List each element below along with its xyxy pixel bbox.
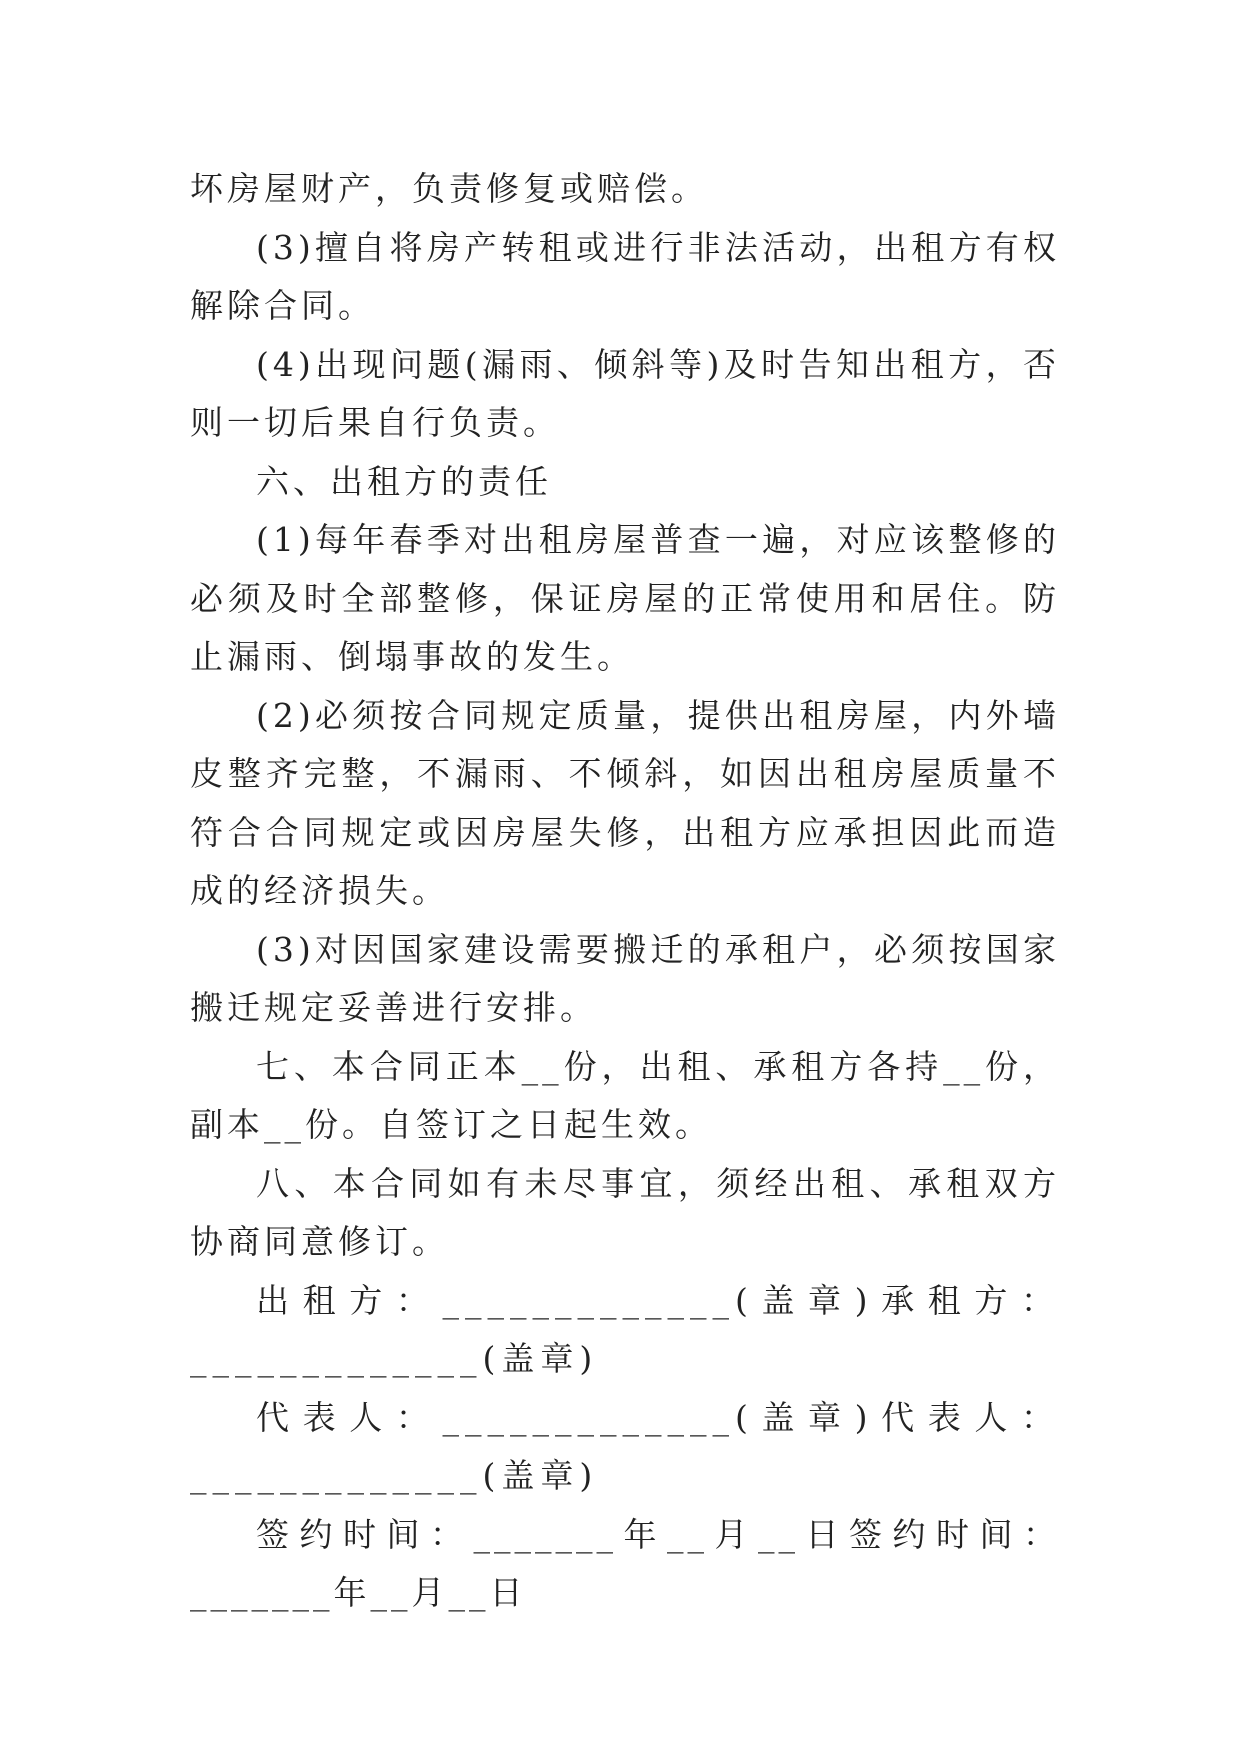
paragraph-annual-inspection: (1)每年春季对出租房屋普查一遍，对应该整修的必须及时全部整修，保证房屋的正常使用和居住。防止漏雨、倒塌事故的发生。 [190, 520, 1060, 676]
signature-line-parties: 出租方：_____________(盖章)承租方：_____________(盖章) [190, 1280, 1060, 1378]
paragraph-copies-clause: 七、本合同正本__份，出租、承租方各持__份，副本__份。自签订之日起生效。 [190, 1046, 1060, 1144]
paragraph-quality-clause: (2)必须按合同规定质量，提供出租房屋，内外墙皮整齐完整，不漏雨、不倾斜，如因出租房屋质量不符合合同规定或因房屋失修，出租方应承担因此而造成的经济损失。 [190, 695, 1060, 910]
section-heading-lessor-duties: 六、出租方的责任 [256, 461, 552, 501]
paragraph-notify-clause: (4)出现问题(漏雨、倾斜等)及时告知出租方，否则一切后果自行负责。 [190, 344, 1060, 442]
signature-line-representatives: 代表人：_____________(盖章)代表人：_____________(盖章) [190, 1397, 1060, 1495]
paragraph-relocation-clause: (3)对因国家建设需要搬迁的承租户，必须按国家搬迁规定妥善进行安排。 [190, 929, 1060, 1027]
paragraph-amendment-clause: 八、本合同如有未尽事宜，须经出租、承租双方协商同意修订。 [190, 1163, 1060, 1261]
paragraph-damage-continued: 坏房屋财产，负责修复或赔偿。 [190, 169, 708, 208]
paragraph-sublet-clause: (3)擅自将房产转租或进行非法活动，出租方有权解除合同。 [190, 227, 1060, 325]
signature-line-date: 签约时间：_______年__月__日签约时间：_______年__月__日 [190, 1514, 1060, 1612]
document-page [190, 160, 1060, 1623]
